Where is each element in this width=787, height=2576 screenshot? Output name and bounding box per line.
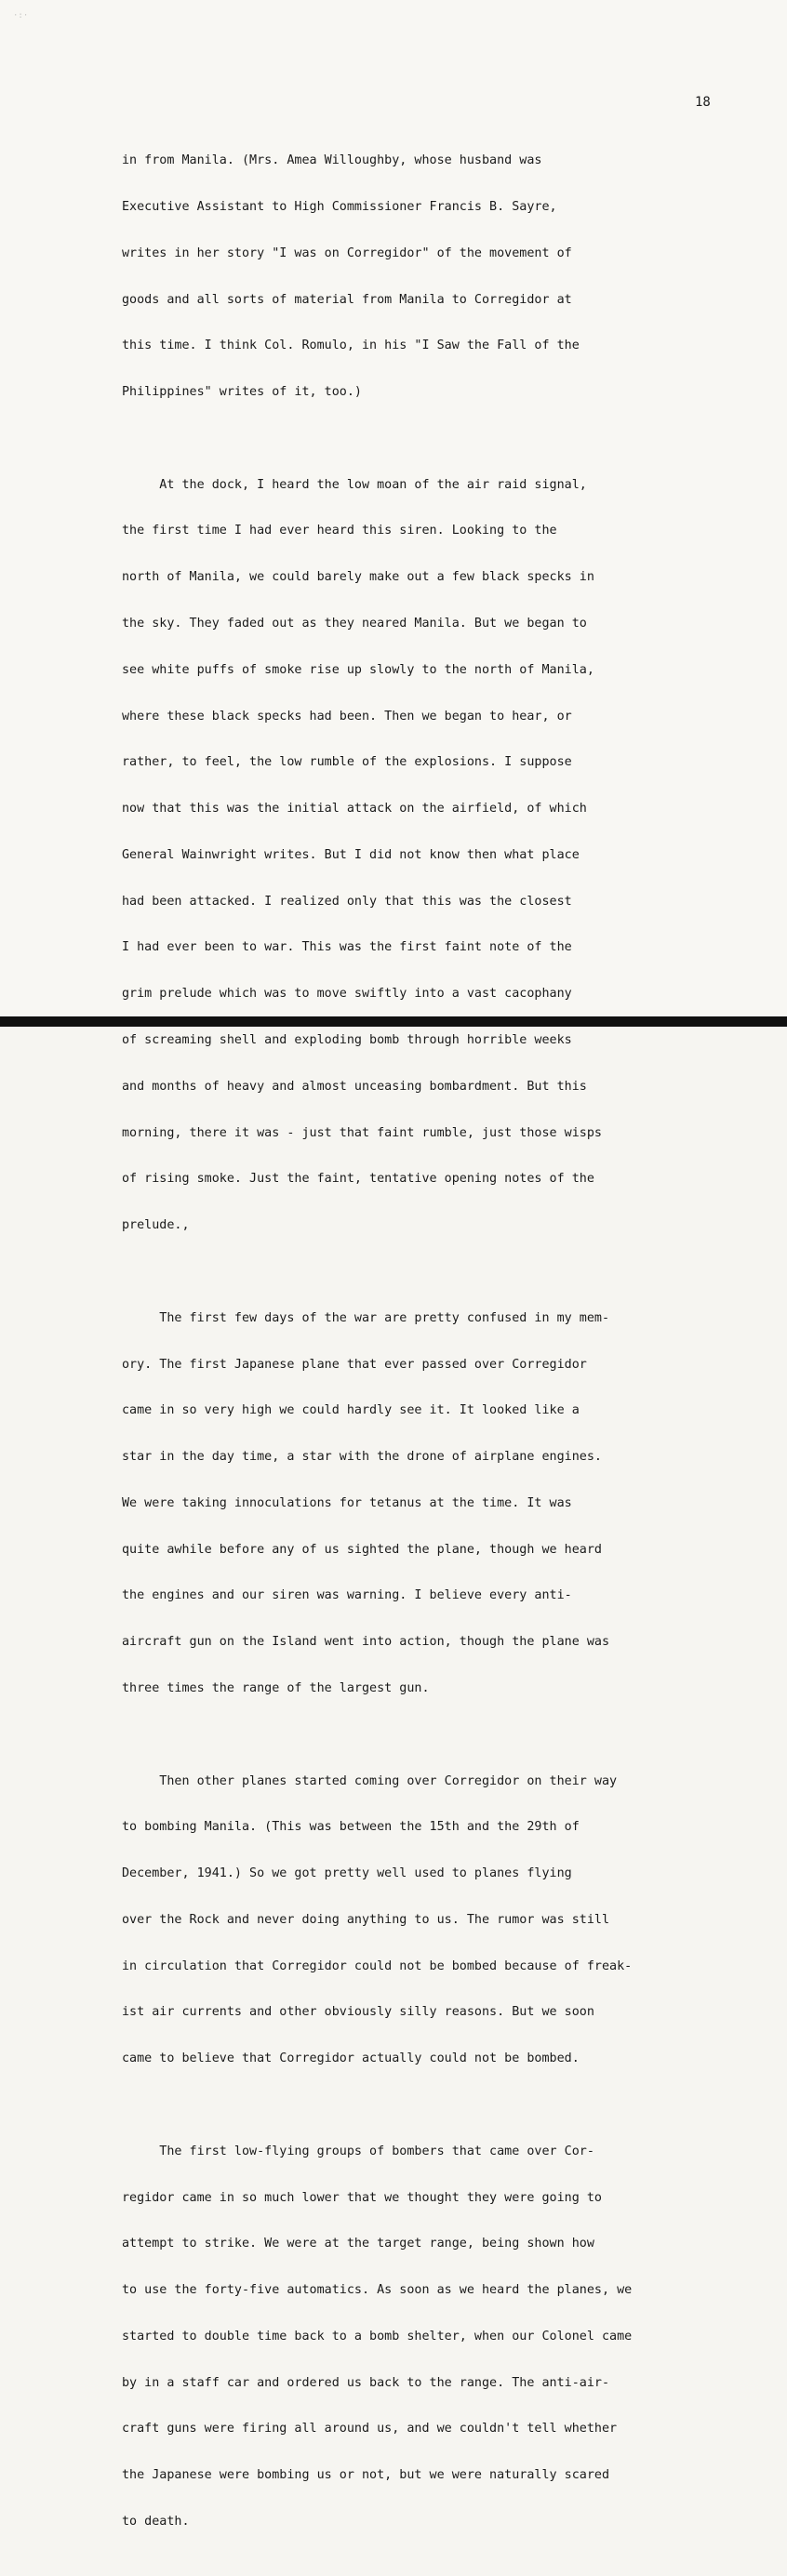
text-line: started to double time back to a bomb shelter, when our Colonel came — [122, 2329, 633, 2344]
text-line: in from Manila. (Mrs. Amea Willoughby, whose husband was — [122, 153, 542, 168]
paragraph — [122, 1743, 773, 2098]
text-line: attempt to strike. We were at the target range, being shown how — [122, 2237, 594, 2251]
text-line: The first low-flying groups of bombers that came over Cor- — [122, 2144, 594, 2158]
text-line: aircraft gun on the Island went into action, though the plane was — [122, 1635, 610, 1650]
text-line: and months of heavy and almost unceasing bombardment. But this — [122, 1079, 587, 1094]
text-line: north of Manila, we could barely make out a few black specks in — [122, 570, 594, 585]
text-line: now that this was the initial attack on the airfield, of which — [122, 802, 587, 817]
body-text — [122, 123, 773, 2576]
text-line: quite awhile before any of us sighted the plane, though we heard — [122, 1542, 602, 1557]
text-line: had been attacked. I realized only that this was the closest — [122, 894, 572, 909]
paragraph — [122, 446, 773, 1264]
text-line: Executive Assistant to High Commissioner Francis B. Sayre, — [122, 199, 557, 214]
text-line: in circulation that Corregidor could not be bombed because of freak- — [122, 1959, 633, 1973]
text-line: the engines and our siren was warning. I believe every anti- — [122, 1588, 572, 1603]
text-line: rather, to feel, the low rumble of the explosions. I suppose — [122, 755, 572, 770]
corner-stamp: ·:· — [13, 11, 29, 20]
text-line: to death. — [122, 2515, 190, 2530]
text-line: star in the day time, a star with the drone of airplane engines. — [122, 1450, 602, 1465]
text-line: of screaming shell and exploding bomb through horrible weeks — [122, 1033, 572, 1048]
text-line: see white puffs of smoke rise up slowly to the north of Manila, — [122, 662, 594, 677]
text-line: regidor came in so much lower that we thought they were going to — [122, 2190, 602, 2205]
text-line: by in a staff car and ordered us back to the range. The anti-air- — [122, 2375, 610, 2390]
text-line: to bombing Manila. (This was between the 15th and the 29th of — [122, 1820, 580, 1835]
text-line: The first few days of the war are pretty confused in my mem- — [122, 1310, 610, 1325]
text-line: goods and all sorts of material from Manila to Corregidor at — [122, 292, 572, 307]
text-line: General Wainwright writes. But I did not know then what place — [122, 847, 580, 862]
text-line: over the Rock and never doing anything to us. The rumor was still — [122, 1912, 610, 1927]
text-line: ist air currents and other obviously silly reasons. But we soon — [122, 2005, 594, 2020]
paragraph — [122, 2114, 773, 2561]
text-line: the Japanese were bombing us or not, but we were naturally scared — [122, 2468, 610, 2483]
text-line: craft guns were firing all around us, and we couldn't tell whether — [122, 2422, 618, 2437]
text-line: At the dock, I heard the low moan of the air raid signal, — [122, 477, 587, 492]
text-line: December, 1941.) So we got pretty well used to planes flying — [122, 1866, 572, 1881]
text-line: where these black specks had been. Then we began to hear, or — [122, 709, 572, 724]
text-line: I had ever been to war. This was the first faint note of the — [122, 940, 572, 955]
text-line: morning, there it was - just that faint rumble, just those wisps — [122, 1125, 602, 1140]
text-line: three times the range of the largest gun. — [122, 1680, 430, 1695]
text-line: of rising smoke. Just the faint, tentative opening notes of the — [122, 1172, 594, 1187]
text-line: writes in her story "I was on Corregidor" of the movement of — [122, 246, 572, 260]
text-line: this time. I think Col. Romulo, in his "I Saw the Fall of the — [122, 339, 580, 353]
text-line: prelude., — [122, 1218, 190, 1233]
text-line: ory. The first Japanese plane that ever passed over Corregidor — [122, 1357, 587, 1372]
scan-edge-bar — [0, 1016, 787, 1027]
page-number: 18 — [695, 95, 711, 110]
text-line: grim prelude which was to move swiftly into a vast cacophany — [122, 987, 572, 1002]
paragraph — [122, 123, 773, 432]
text-line: the first time I had ever heard this siren. Looking to the — [122, 524, 557, 538]
text-line: came in so very high we could hardly see it. It looked like a — [122, 1403, 580, 1418]
text-line: came to believe that Corregidor actually could not be bombed. — [122, 2052, 580, 2066]
paragraph — [122, 1281, 773, 1728]
text-line: We were taking innoculations for tetanus at the time. It was — [122, 1495, 572, 1510]
text-line: Philippines" writes of it, too.) — [122, 385, 362, 400]
text-line: Then other planes started coming over Corregidor on their way — [122, 1773, 618, 1788]
text-line: the sky. They faded out as they neared Manila. But we began to — [122, 617, 587, 631]
text-line: to use the forty-five automatics. As soon as we heard the planes, we — [122, 2283, 633, 2298]
